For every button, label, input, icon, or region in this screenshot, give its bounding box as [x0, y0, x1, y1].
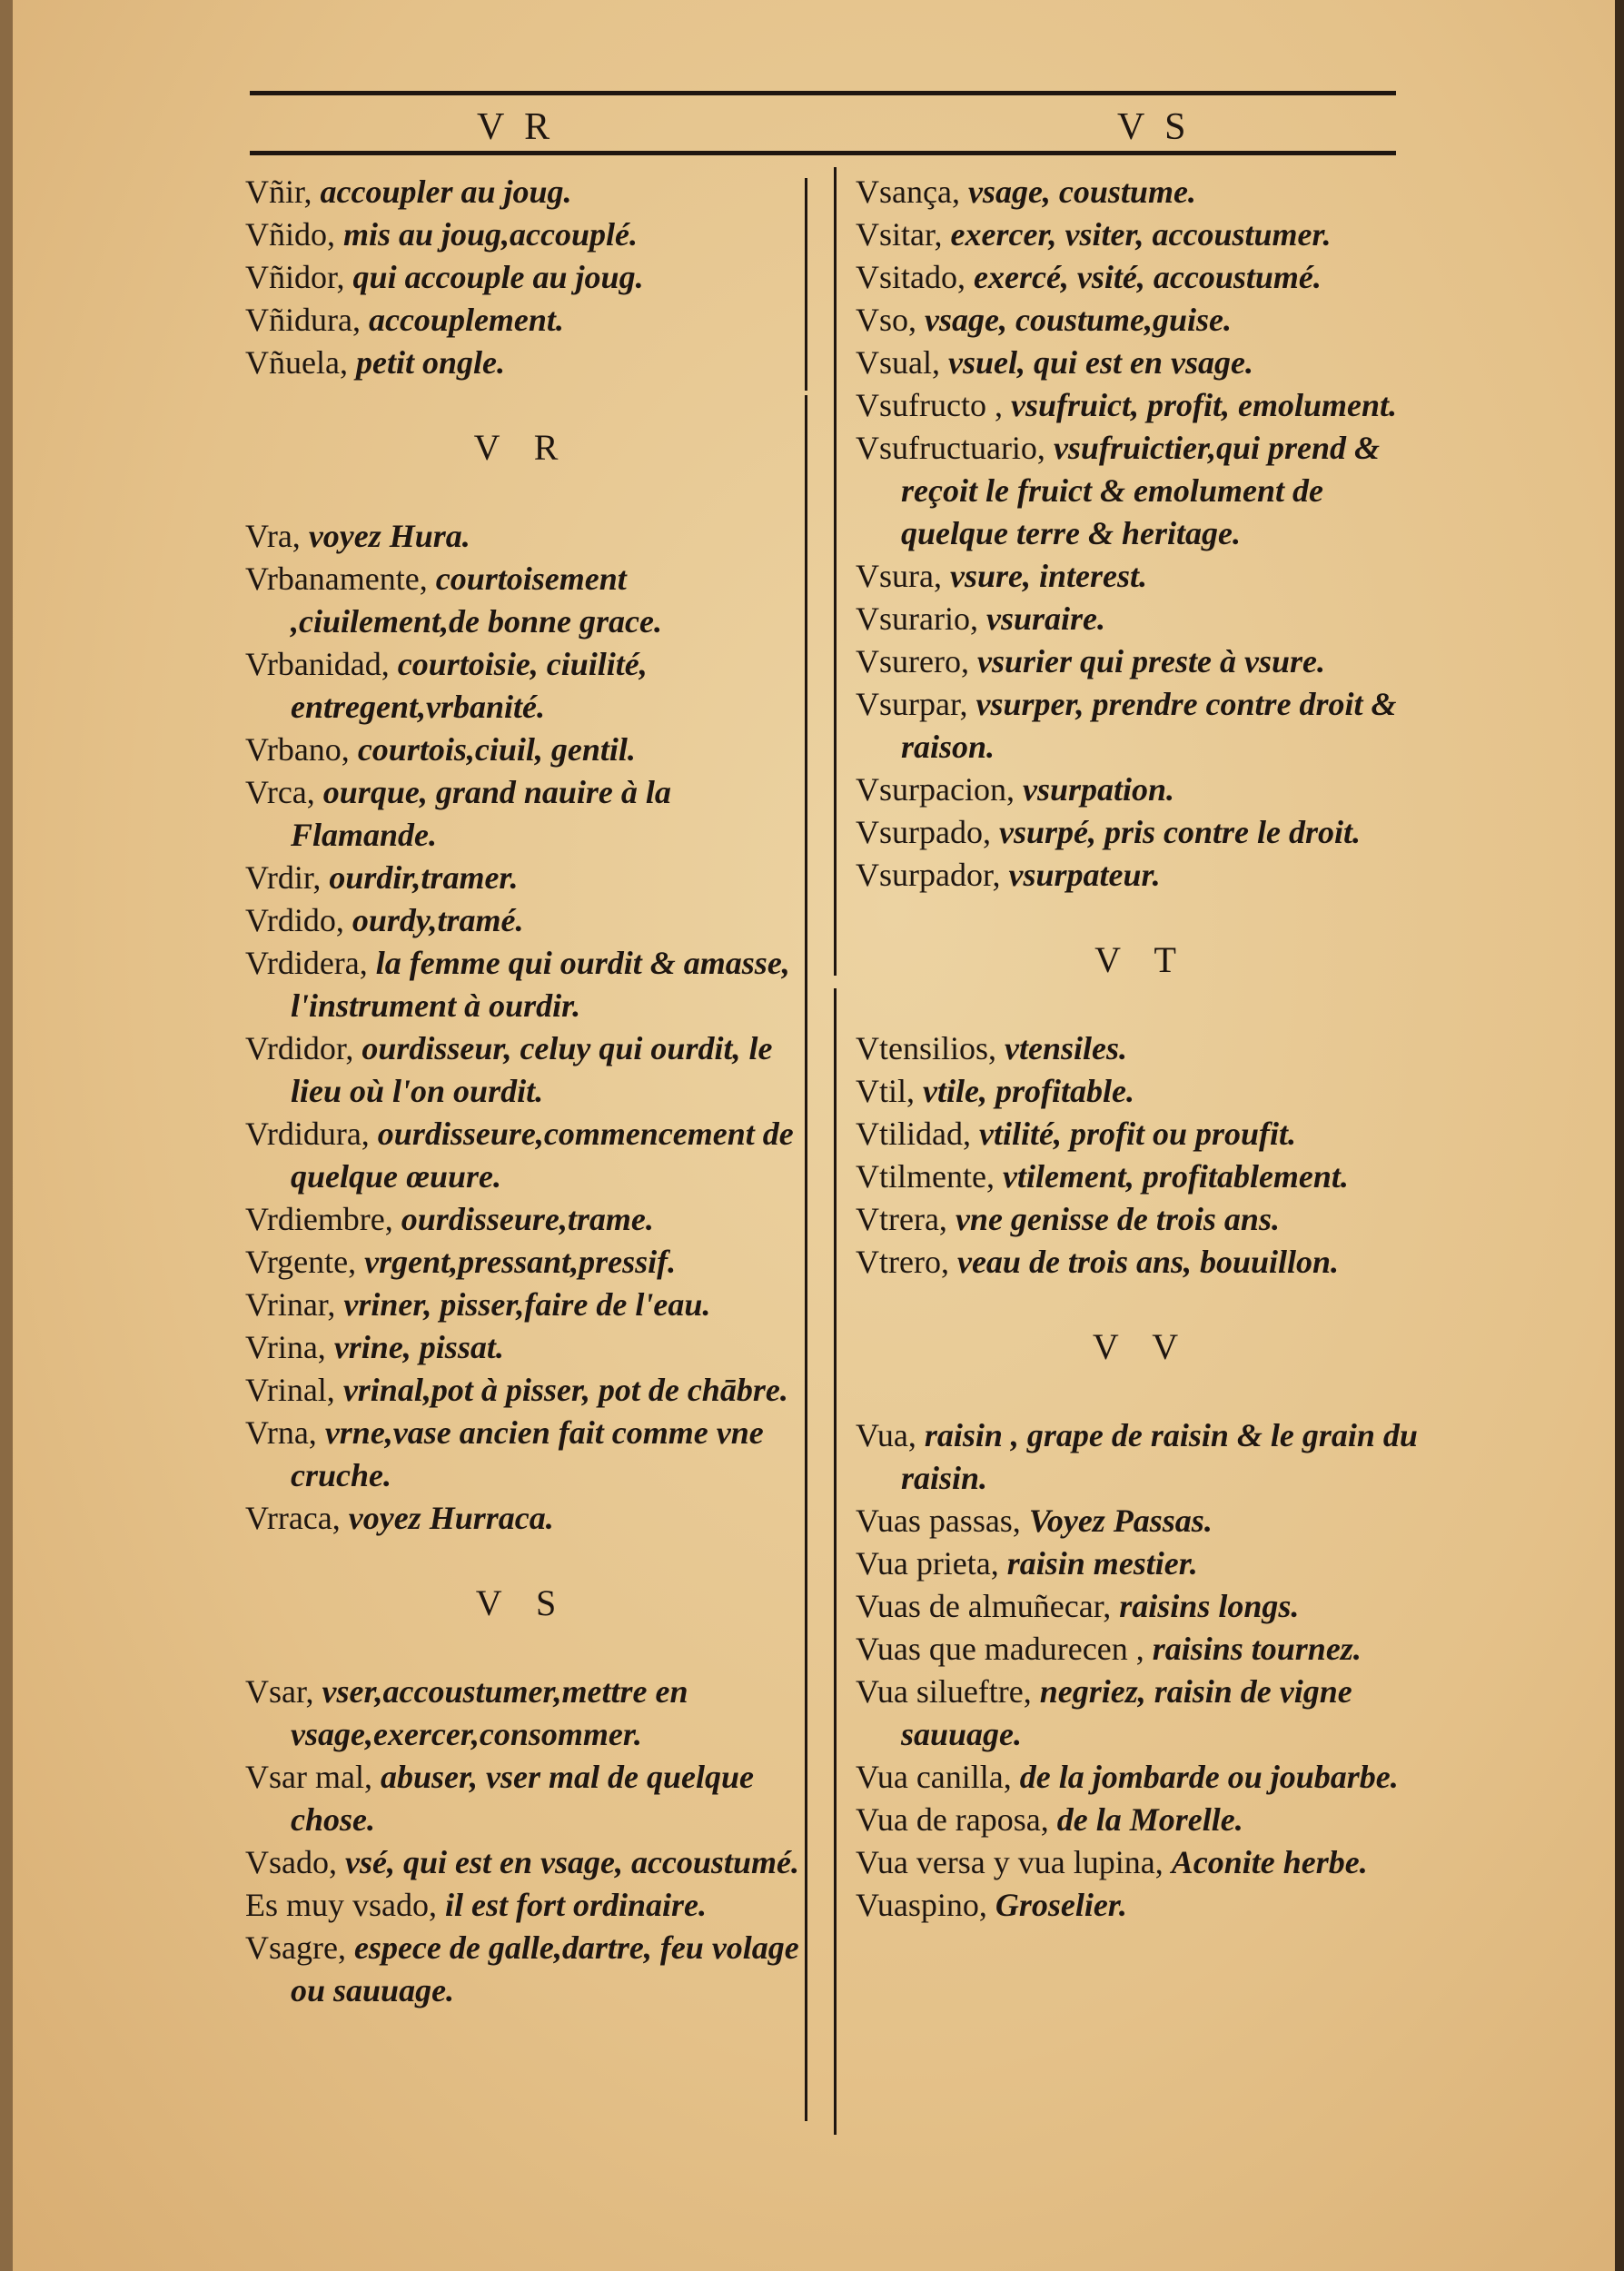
column-divider-right-lower: [834, 988, 837, 2135]
dictionary-entry: [856, 256, 1428, 299]
dictionary-entry: [245, 1369, 799, 1412]
entry-definition: ourdisseure,commencement de quelque œuure.: [291, 1116, 794, 1195]
entry-headword: Vrbano,: [245, 731, 350, 768]
dictionary-entry: [245, 1841, 799, 1884]
page-edge-left: [0, 0, 13, 2271]
entry-headword: Vua silueftre,: [856, 1673, 1032, 1710]
entry-definition: vsage, coustume,guise.: [925, 302, 1233, 338]
dictionary-entry: [245, 1756, 799, 1841]
dictionary-entry: [856, 427, 1428, 555]
dictionary-entry: [856, 1155, 1428, 1198]
entry-headword: Vua prieta,: [856, 1545, 999, 1582]
entry-definition: vsufruict, profit, emolument.: [1010, 387, 1397, 423]
entry-headword: Vsura,: [856, 558, 942, 594]
dictionary-entry: [856, 555, 1428, 598]
entry-definition: il est fort ordinaire.: [445, 1887, 708, 1923]
dictionary-entry: [856, 1585, 1428, 1628]
dictionary-entry: [856, 384, 1428, 427]
entry-definition: voyez Hura.: [308, 518, 470, 554]
entry-headword: Es muy vsado,: [245, 1887, 437, 1923]
column-divider-left-upper: [805, 178, 807, 391]
dictionary-entry: [856, 769, 1428, 811]
right-column: [856, 171, 1428, 1927]
dictionary-entry: [245, 771, 799, 857]
entry-definition: exercé, vsité, accoustumé.: [974, 259, 1322, 295]
entry-headword: Vra,: [245, 518, 301, 554]
entry-headword: Vua,: [856, 1417, 916, 1453]
dictionary-entry: [856, 854, 1428, 897]
dictionary-entry: [245, 1412, 799, 1497]
dictionary-entry: [245, 342, 799, 384]
entry-definition: ourdy,tramé.: [352, 902, 524, 938]
entry-headword: Vñidor,: [245, 259, 345, 295]
entry-definition: vsurier qui preste à vsure.: [976, 643, 1325, 679]
entry-definition: vriner, pisser,faire de l'eau.: [343, 1286, 711, 1323]
dictionary-entry: [245, 1241, 799, 1284]
entry-headword: Vsança,: [856, 174, 960, 210]
entry-headword: Vñidura,: [245, 302, 361, 338]
entry-headword: Vrgente,: [245, 1244, 357, 1280]
entry-headword: Vsar mal,: [245, 1759, 372, 1795]
entry-headword: Vuas de almuñecar,: [856, 1588, 1112, 1624]
entry-definition: exercer, vsiter, accoustumer.: [950, 216, 1332, 253]
entry-definition: de la jombarde ou joubarbe.: [1019, 1759, 1399, 1795]
dictionary-entry: [856, 683, 1428, 769]
dictionary-entry: [856, 1241, 1428, 1284]
entry-definition: veau de trois ans, bouuillon.: [956, 1244, 1340, 1280]
entry-headword: Vrdidura,: [245, 1116, 370, 1152]
entry-definition: vne genisse de trois ans.: [955, 1201, 1280, 1237]
entry-definition: vrine, pissat.: [333, 1329, 504, 1365]
entry-definition: de la Morelle.: [1056, 1801, 1243, 1838]
section-heading: V T: [1094, 939, 1189, 980]
entry-definition: ourdisseure,trame.: [401, 1201, 654, 1237]
dictionary-entry: [856, 1027, 1428, 1070]
entry-headword: Vsurpador,: [856, 857, 1001, 893]
entry-definition: la femme qui ourdit & amasse, l'instrument à ourdir.: [291, 945, 790, 1024]
entry-definition: Aconite herbe.: [1171, 1844, 1368, 1880]
entry-headword: Vsar,: [245, 1673, 314, 1710]
dictionary-entry: [245, 643, 799, 729]
entry-definition: courtoisie, ciuilité, entregent,vrbanité.: [291, 646, 648, 725]
entry-headword: Vuas passas,: [856, 1502, 1021, 1539]
dictionary-entry: [856, 811, 1428, 854]
entry-definition: vtile, profitable.: [923, 1073, 1134, 1109]
entry-headword: Vtilidad,: [856, 1116, 971, 1152]
entry-headword: Vrina,: [245, 1329, 326, 1365]
entry-headword: Vrdiembre,: [245, 1201, 393, 1237]
entry-definition: vsure, interest.: [949, 558, 1147, 594]
dictionary-entry: [245, 299, 799, 342]
entry-headword: Vsurero,: [856, 643, 969, 679]
dictionary-entry: [245, 1884, 799, 1927]
entry-headword: Vtilmente,: [856, 1158, 995, 1195]
dictionary-entry: [245, 857, 799, 899]
entry-definition: qui accouple au joug.: [352, 259, 644, 295]
entry-definition: espece de galle,dartre, feu volage ou sauuage.: [291, 1929, 799, 2008]
entry-headword: Vso,: [856, 302, 917, 338]
left-column: [245, 171, 799, 2012]
entry-definition: Groselier.: [995, 1887, 1127, 1923]
column-divider-left-lower: [805, 395, 807, 2121]
dictionary-entry: [856, 1070, 1428, 1113]
dictionary-entry: [856, 1542, 1428, 1585]
entry-headword: Vrinar,: [245, 1286, 336, 1323]
entry-definition: voyez Hurraca.: [348, 1500, 554, 1536]
dictionary-entry: [856, 1799, 1428, 1841]
entry-definition: vsurpé, pris contre le droit.: [998, 814, 1361, 850]
entry-headword: Vsufructo ,: [856, 387, 1003, 423]
entry-definition: vsé, qui est en vsage, accoustumé.: [345, 1844, 799, 1880]
dictionary-entry: [245, 942, 799, 1027]
dictionary-entry: [245, 213, 799, 256]
entry-headword: Vrinal,: [245, 1372, 335, 1408]
entry-headword: Vrbanidad,: [245, 646, 390, 682]
running-head-left: V R: [477, 106, 556, 148]
entry-definition: accoupler au joug.: [320, 174, 572, 210]
entry-definition: vsuel, qui est en vsage.: [948, 344, 1253, 381]
header-rule-top: [250, 91, 1396, 95]
dictionary-entry: [245, 1671, 799, 1756]
entry-definition: vsurpation.: [1022, 771, 1175, 808]
entry-headword: Vsurpacion,: [856, 771, 1015, 808]
dictionary-entry: [856, 171, 1428, 213]
dictionary-entry: [856, 1113, 1428, 1155]
entry-definition: raisins tournez.: [1152, 1631, 1362, 1667]
dictionary-entry: [856, 213, 1428, 256]
entry-definition: ourque, grand nauire à la Flamande.: [291, 774, 671, 853]
entry-headword: Vrraca,: [245, 1500, 341, 1536]
entry-definition: petit ongle.: [355, 344, 505, 381]
entry-headword: Vñir,: [245, 174, 312, 210]
section-heading: V S: [475, 1582, 569, 1623]
entry-headword: Vñuela,: [245, 344, 348, 381]
dictionary-entry: [245, 1198, 799, 1241]
entry-headword: Vtensilios,: [856, 1030, 997, 1066]
dictionary-entry: [856, 1414, 1428, 1500]
dictionary-entry: [856, 1756, 1428, 1799]
entry-headword: Vsitado,: [856, 259, 965, 295]
entry-headword: Vsufructuario,: [856, 430, 1045, 466]
entry-headword: Vsado,: [245, 1844, 337, 1880]
entry-headword: Vuas que madurecen ,: [856, 1631, 1144, 1667]
dictionary-entry: [245, 171, 799, 213]
entry-headword: Vrdidera,: [245, 945, 368, 981]
dictionary-entry: [245, 899, 799, 942]
entry-definition: vsage, coustume.: [967, 174, 1196, 210]
entry-headword: Vtil,: [856, 1073, 916, 1109]
entry-definition: abuser, vser mal de quelque chose.: [291, 1759, 754, 1838]
column-divider-right-upper: [834, 167, 837, 976]
dictionary-entry: [245, 1113, 799, 1198]
entry-definition: courtoisement ,ciuilement,de bonne grace.: [291, 560, 662, 640]
entry-definition: vsufruictier,qui prend & reçoit le fruict & emolument de quelque terre & heritage.: [901, 430, 1380, 551]
entry-headword: Vsitar,: [856, 216, 943, 253]
dictionary-entry: [245, 1326, 799, 1369]
section-heading: V V: [1092, 1326, 1192, 1367]
entry-headword: Vrdidor,: [245, 1030, 354, 1066]
dictionary-entry: [245, 1497, 799, 1540]
entry-headword: Vñido,: [245, 216, 335, 253]
entry-headword: Vtrera,: [856, 1201, 947, 1237]
dictionary-entry: [245, 729, 799, 771]
entry-headword: Vrbanamente,: [245, 560, 428, 597]
entry-headword: Vua de raposa,: [856, 1801, 1049, 1838]
entry-definition: accouplement.: [368, 302, 564, 338]
entry-definition: vsurper, prendre contre droit & raison.: [901, 686, 1397, 765]
entry-definition: vtilement, profitablement.: [1002, 1158, 1349, 1195]
dictionary-entry: [856, 299, 1428, 342]
entry-headword: Vsual,: [856, 344, 940, 381]
dictionary-entry: [856, 1671, 1428, 1756]
entry-headword: Vsurpar,: [856, 686, 968, 722]
dictionary-entry: [856, 1198, 1428, 1241]
entry-definition: mis au joug,accouplé.: [343, 216, 639, 253]
entry-headword: Vrdir,: [245, 859, 322, 896]
dictionary-entry: [245, 256, 799, 299]
entry-headword: Vrca,: [245, 774, 315, 810]
section-heading: V R: [473, 427, 571, 468]
dictionary-entry: [245, 1927, 799, 2012]
dictionary-entry: [856, 342, 1428, 384]
entry-definition: raisin mestier.: [1006, 1545, 1198, 1582]
running-head-right: V S: [1117, 106, 1192, 148]
dictionary-entry: [856, 1841, 1428, 1884]
entry-definition: vrgent,pressant,pressif.: [364, 1244, 677, 1280]
entry-definition: vrne,vase ancien fait comme vne cruche.: [291, 1414, 764, 1493]
entry-definition: vtensiles.: [1005, 1030, 1127, 1066]
dictionary-entry: [245, 558, 799, 643]
entry-headword: Vrdido,: [245, 902, 344, 938]
entry-definition: negriez, raisin de vigne sauuage.: [901, 1673, 1352, 1752]
entry-definition: ourdir,tramer.: [329, 859, 519, 896]
entry-headword: Vsurario,: [856, 600, 978, 637]
entry-definition: raisin , grape de raisin & le grain du raisin.: [901, 1417, 1418, 1496]
entry-definition: raisins longs.: [1119, 1588, 1300, 1624]
entry-headword: Vuaspino,: [856, 1887, 987, 1923]
entry-definition: vsuraire.: [985, 600, 1105, 637]
dictionary-entry: [856, 640, 1428, 683]
entry-headword: Vua versa y vua lupina,: [856, 1844, 1164, 1880]
entry-definition: ourdisseur, celuy qui ourdit, le lieu où l'on ourdit.: [291, 1030, 773, 1109]
entry-definition: vtilité, profit ou proufit.: [978, 1116, 1296, 1152]
entry-definition: vser,accoustumer,mettre en vsage,exercer,consommer.: [291, 1673, 688, 1752]
page-edge-right: [1615, 0, 1624, 2271]
entry-headword: Vtrero,: [856, 1244, 949, 1280]
entry-headword: Vsurpado,: [856, 814, 991, 850]
entry-definition: courtois,ciuil, gentil.: [357, 731, 636, 768]
dictionary-entry: [245, 1027, 799, 1113]
entry-definition: vrinal,pot à pisser, pot de chābre.: [342, 1372, 788, 1408]
dictionary-entry: [245, 515, 799, 558]
entry-headword: Vsagre,: [245, 1929, 346, 1966]
dictionary-entry: [856, 598, 1428, 640]
header-rule-bottom: [250, 151, 1396, 155]
dictionary-entry: [856, 1628, 1428, 1671]
dictionary-entry: [856, 1884, 1428, 1927]
entry-headword: Vua canilla,: [856, 1759, 1012, 1795]
entry-definition: Voyez Passas.: [1028, 1502, 1213, 1539]
dictionary-entry: [245, 1284, 799, 1326]
entry-definition: vsurpateur.: [1008, 857, 1161, 893]
dictionary-entry: [856, 1500, 1428, 1542]
entry-headword: Vrna,: [245, 1414, 317, 1451]
